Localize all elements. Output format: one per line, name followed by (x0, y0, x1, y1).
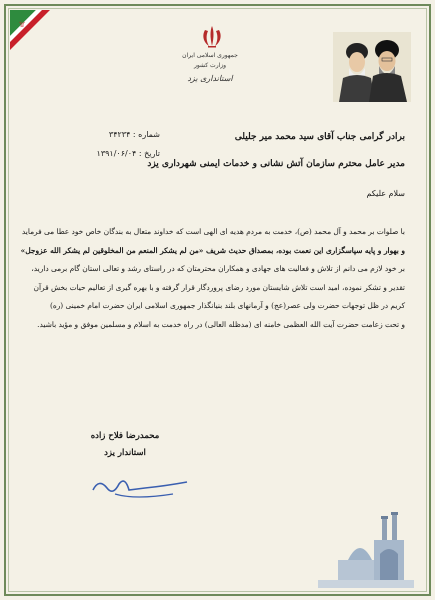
body-line: و تحت زعامت حضرت آیت الله العظمی خامنه ای (مدظله العالی) در راه خدمت به اسلام و مسلمین موفق و مؤید باشید. (37, 319, 405, 329)
letter-number: شماره : ۳۴۲۳۴ (108, 130, 160, 139)
letter-body (20, 223, 405, 334)
leaders-portrait (333, 32, 411, 102)
signer-name: محمدرضا فلاح زاده (90, 431, 160, 441)
addressee-position: مدیر عامل محترم سازمان آتش نشانی و خدمات ایمنی شهرداری یزد (147, 159, 405, 169)
signer-title: استاندار یزد (104, 448, 146, 458)
org-ministry: وزارت کشور (193, 62, 227, 69)
letter-date: تاریخ : ۱۳۹۱/۰۶/۰۴ (96, 149, 160, 158)
iran-emblem-icon (199, 24, 225, 50)
body-line: و بهوار و پایه سپاسگزاری این نعمت بوده، بمصداق حدیث شریف «من لم یشکر المنعم من المخلوقین لم یشکر الله عزوجل» (20, 245, 405, 255)
addressee: برادر گرامی جناب آقای سید محمد میر جلیلی (234, 132, 405, 142)
body-line: تقدیر و تشکر نموده، امید است تلاش شایستان مورد رضای پروردگار قرار گرفته و با بهره گیری از تعالیم حیات بخش قرآن (33, 282, 405, 292)
handwritten-signature (85, 468, 195, 508)
mosque-illustration (318, 510, 414, 588)
org-governorate: استانداری یزد (187, 74, 233, 83)
greeting: سلام علیکم (366, 189, 405, 198)
body-line: با صلوات بر محمد و آل محمد (ص)، خدمت به مردم هدیه ای الهی است که خداوند متعال به بندگان خاص خود عطا می فرماید (21, 227, 405, 236)
body-line: بر خود لازم می دانم از تلاش و فعالیت های جهادی و همکاران محترمتان که در راستای رشد و تعالی استان گام برمی دارید، (31, 264, 405, 273)
svg-text:۩: ۩ (19, 19, 26, 28)
org-country: جمهوری اسلامی ایران (182, 52, 238, 59)
iran-flag-icon (10, 10, 50, 50)
body-line: کریم در ظل توجهات حضرت ولی عصر(عج) و آرمانهای بلند بنیانگذار جمهوری اسلامی ایران حضرت امام خمینی (ره) (49, 301, 405, 310)
